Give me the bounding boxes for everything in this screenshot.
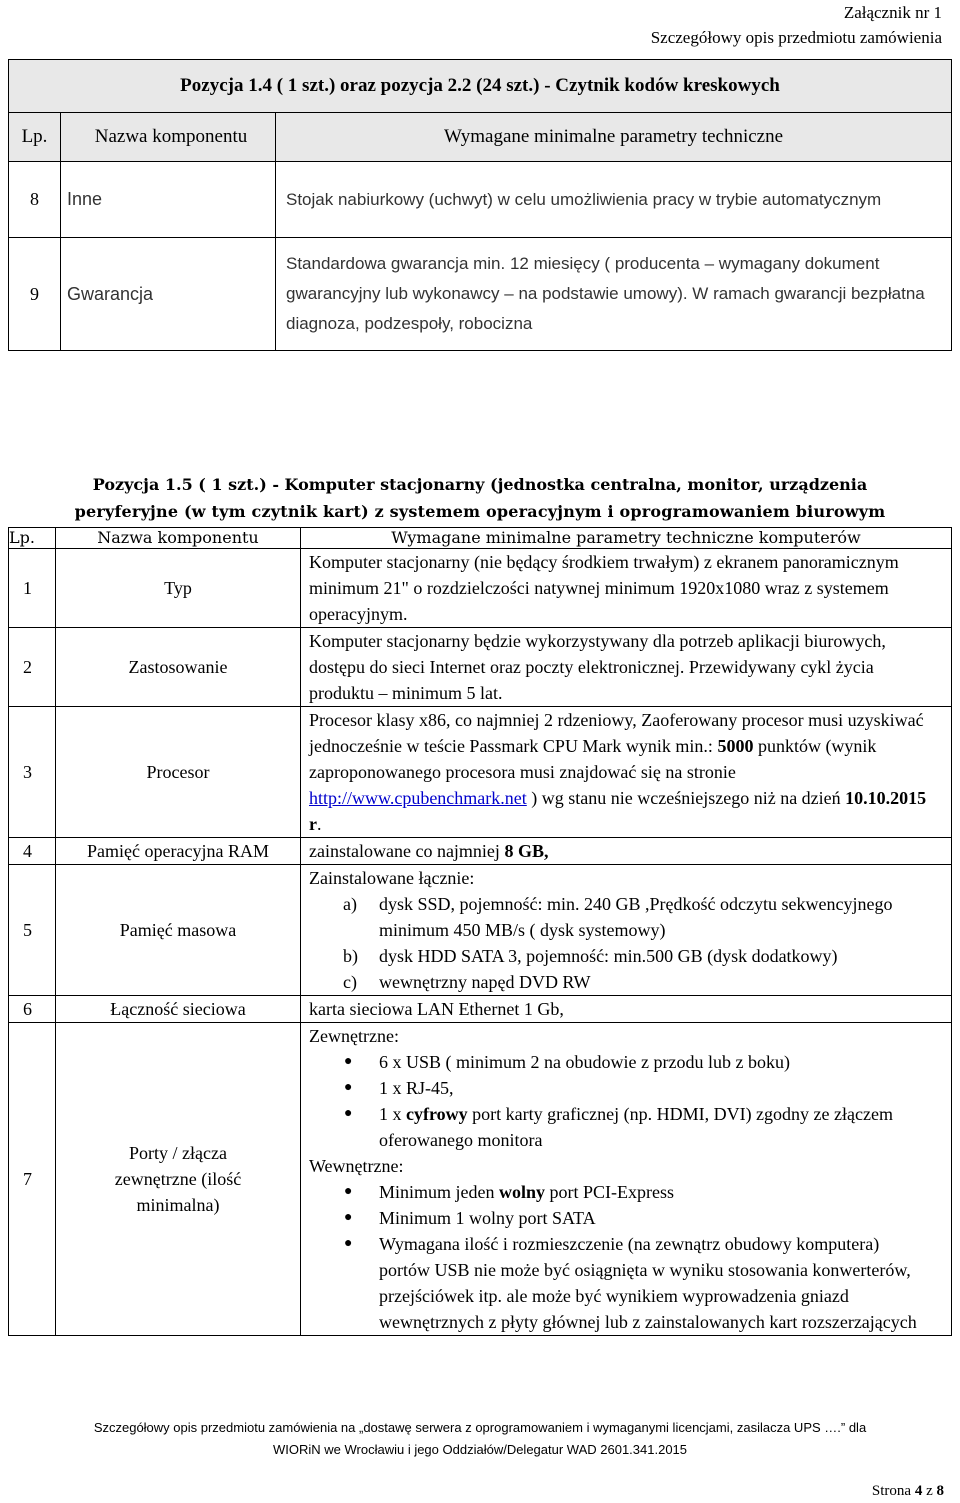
list-text: port karty graficznej (np. HDMI, DVI) zgodny ze złączem oferowanego monitora xyxy=(379,1104,893,1150)
row-desc xyxy=(301,838,952,865)
page-label: Strona xyxy=(871,1483,915,1499)
list-marker: b) xyxy=(343,946,358,966)
ram-desc: zainstalowane co najmniej xyxy=(309,841,505,861)
external-ports-title: Zewnętrzne: xyxy=(309,1026,399,1046)
table-row xyxy=(9,628,952,707)
row-lp: 5 xyxy=(9,865,56,996)
row-name: Zastosowanie xyxy=(56,628,301,707)
list-text: 1 x xyxy=(379,1104,406,1124)
table-row xyxy=(9,707,952,838)
list-text: dysk SSD, pojemność: min. 240 GB ,Prędkość odczytu sekwencyjnego minimum 450 MB/s ( dysk systemowy) xyxy=(379,894,893,940)
cpubenchmark-link[interactable]: http://www.cpubenchmark.net xyxy=(309,788,527,808)
table-row xyxy=(9,549,952,628)
processor-desc-b: punktów (wynik zaproponowanego procesora musi znajdować się na stronie xyxy=(309,736,877,782)
col-req-header: Wymagane minimalne parametry techniczne komputerów xyxy=(301,528,952,549)
list-item: ● 6 x USB ( minimum 2 na obudowie z przodu lub z boku) xyxy=(379,1049,931,1075)
col-lp-header: Lp. xyxy=(9,528,56,549)
list-item: ● Wymagana ilość i rozmieszczenie (na zewnątrz obudowy komputera) portów USB nie może być osiągnięta w wyniku stosowania konwerterów, przejściówek itp. ale może być wynikiem wyprowadzenia gniazd wewnętrznych z płyty głównej lub z zainstalowanych kart rozszerzających xyxy=(379,1231,931,1335)
row-name: Inne xyxy=(61,162,276,238)
row-desc: Komputer stacjonarny będzie wykorzystywany dla potrzeb aplikacji biurowych, dostępu do sieci Internet oraz poczty elektronicznej. Przewidywany cykl życia produktu – minimum 5 lat. xyxy=(301,628,952,707)
list-bold: cyfrowy xyxy=(406,1104,468,1124)
desktop-computer-table xyxy=(8,527,952,1336)
document-title: Szczegółowy opis przedmiotu zamówienia xyxy=(650,28,942,47)
list-item: ● 1 x RJ-45, xyxy=(379,1075,931,1101)
row-desc: Stojak nabiurkowy (uchwyt) w celu umożliwienia pracy w trybie automatycznym xyxy=(276,162,952,238)
table-row xyxy=(9,1023,952,1336)
col-lp-header: Lp. xyxy=(9,113,61,162)
list-text: port PCI-Express xyxy=(545,1182,675,1202)
row-name: Łączność sieciowa xyxy=(56,996,301,1023)
row-name: Procesor xyxy=(56,707,301,838)
col-name-header: Nazwa komponentu xyxy=(61,113,276,162)
list-item xyxy=(343,943,911,969)
list-marker: c) xyxy=(343,972,357,992)
footer-line1: Szczegółowy opis przedmiotu zamówienia na „dostawę serwera z oprogramowaniem i wymaganymi licencjami, zasilacza UPS ….” dla xyxy=(93,1420,867,1435)
processor-desc-a: Procesor klasy x86, co najmniej 2 rdzeniowy, Zaoferowany procesor musi uzyskiwać jednocześnie w teście Passmark CPU Mark wynik min.: xyxy=(309,710,924,756)
table-row xyxy=(9,238,952,351)
row-name: Porty / złącza zewnętrzne (ilość minimalna) xyxy=(56,1023,301,1336)
page-current: 4 xyxy=(914,1483,923,1499)
row-lp: 9 xyxy=(9,238,61,351)
row-desc: Standardowa gwarancja min. 12 miesięcy ( producenta – wymagany dokument gwarancyjny lub wykonawcy – na podstawie umowy). W ramach gwarancji bezpłatna diagnoza, podzespoły, robocizna xyxy=(276,238,952,351)
storage-intro: Zainstalowane łącznie: xyxy=(309,868,475,888)
row-desc xyxy=(301,1023,952,1336)
list-item xyxy=(343,891,911,943)
footer-line2: WIORiN we Wrocławiu i jego Oddziałów/Delegatur WAD 2601.341.2015 xyxy=(272,1442,688,1457)
row-desc xyxy=(301,707,952,838)
row-name: Gwarancja xyxy=(61,238,276,351)
attachment-label: Załącznik nr 1 xyxy=(843,3,942,22)
table-row xyxy=(9,162,952,238)
table2-title-line2: peryferyjne (w tym czytnik kart) z systemem operacyjnym i oprogramowaniem biurowym xyxy=(74,502,886,521)
page-total: 8 xyxy=(936,1483,944,1499)
processor-desc-d: . xyxy=(317,814,322,834)
passmark-score: 5000 xyxy=(717,736,754,756)
page-number xyxy=(872,1483,944,1500)
row-name: Typ xyxy=(56,549,301,628)
barcode-reader-table xyxy=(8,59,952,351)
row-lp: 7 xyxy=(9,1023,56,1336)
row-desc xyxy=(301,865,952,996)
internal-ports-list xyxy=(309,1179,931,1335)
list-text: wewnętrzny napęd DVD RW xyxy=(379,972,591,992)
list-text: Minimum jeden xyxy=(379,1182,499,1202)
list-item xyxy=(379,1179,931,1205)
list-item: ● Minimum 1 wolny port SATA xyxy=(379,1205,931,1231)
table-row xyxy=(9,996,952,1023)
table2-title xyxy=(8,471,952,525)
internal-ports-title: Wewnętrzne: xyxy=(309,1156,404,1176)
list-bold: wolny xyxy=(499,1182,546,1202)
list-item xyxy=(379,1101,931,1153)
list-text: dysk HDD SATA 3, pojemność: min.500 GB (dysk dodatkowy) xyxy=(379,946,838,966)
reference-date: 10.10.2015 r xyxy=(309,788,927,834)
storage-list xyxy=(309,891,911,995)
ram-size: 8 GB, xyxy=(504,841,549,861)
page-of: z xyxy=(922,1483,937,1499)
list-item xyxy=(343,969,911,995)
row-lp: 1 xyxy=(9,549,56,628)
row-lp: 3 xyxy=(9,707,56,838)
table1-title: Pozycja 1.4 ( 1 szt.) oraz pozycja 2.2 (24 szt.) - Czytnik kodów kreskowych xyxy=(9,60,952,113)
row-name: Pamięć operacyjna RAM xyxy=(56,838,301,865)
row-lp: 4 xyxy=(9,838,56,865)
table-row xyxy=(9,838,952,865)
external-ports-list xyxy=(309,1049,931,1153)
row-lp: 6 xyxy=(9,996,56,1023)
table-row xyxy=(9,865,952,996)
row-lp: 8 xyxy=(9,162,61,238)
row-name: Pamięć masowa xyxy=(56,865,301,996)
row-desc: Komputer stacjonarny (nie będący środkiem trwałym) z ekranem panoramicznym minimum 21" o rozdzielczości natywnej minimum 1920x1080 wraz z systemem operacyjnym. xyxy=(301,549,952,628)
list-marker: a) xyxy=(343,894,357,914)
col-name-header: Nazwa komponentu xyxy=(56,528,301,549)
row-desc: karta sieciowa LAN Ethernet 1 Gb, xyxy=(301,996,952,1023)
processor-desc-c: ) wg stanu nie wcześniejszego niż na dzień xyxy=(526,788,846,808)
row-lp: 2 xyxy=(9,628,56,707)
table2-title-line1: Pozycja 1.5 ( 1 szt.) - Komputer stacjonarny (jednostka centralna, monitor, urządzenia xyxy=(92,475,868,494)
col-req-header: Wymagane minimalne parametry techniczne xyxy=(276,113,952,162)
